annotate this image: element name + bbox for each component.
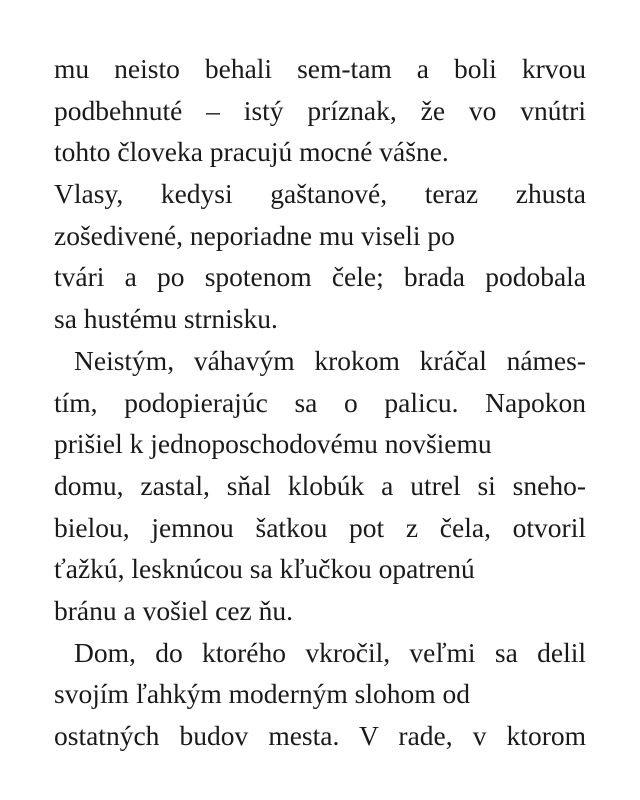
text-line: Vlasy, kedysi gaštanové, teraz zhusta: [54, 178, 586, 210]
paragraph-1: [54, 48, 586, 340]
text-line: Dom, do ktorého vkročil, veľmi sa delil: [74, 636, 586, 668]
text-line: ťažkú, lesknúcou sa kľučkou opatrenú: [54, 553, 475, 585]
text-line: tím, podopierajúc sa o palicu. Napokon: [54, 386, 586, 418]
text-line: svojím ľahkým moderným slohom od: [54, 678, 471, 710]
text-line: sa hustému strnisku.: [54, 303, 278, 335]
paragraph-3: [54, 632, 586, 757]
text-line: zošedivené, neporiadne mu viseli po: [54, 219, 455, 251]
text-line: tvári a po spotenom čele; brada podobala: [54, 261, 586, 293]
text-line: Neistým, váhavým krokom kráčal námes-: [74, 344, 586, 376]
text-line: bránu a vošiel cez ňu.: [54, 594, 294, 626]
text-line: tohto človeka pracujú mocné vášne.: [54, 136, 449, 168]
paragraph-2: [54, 340, 586, 632]
text-line: bielou, jemnou šatkou pot z čela, otvoril: [54, 511, 586, 543]
text-line: podbehnuté – istý príznak, že vo vnútri: [54, 94, 586, 126]
text-line: mu neisto behali sem-tam a boli krvou: [54, 53, 586, 84]
text-line: prišiel k jednoposchodovému novšiemu: [54, 428, 492, 460]
text-line: ostatných budov mesta. V rade, v ktorom: [54, 720, 586, 751]
text-line: domu, zastal, sňal klobúk a utrel si sneho-: [54, 469, 586, 501]
